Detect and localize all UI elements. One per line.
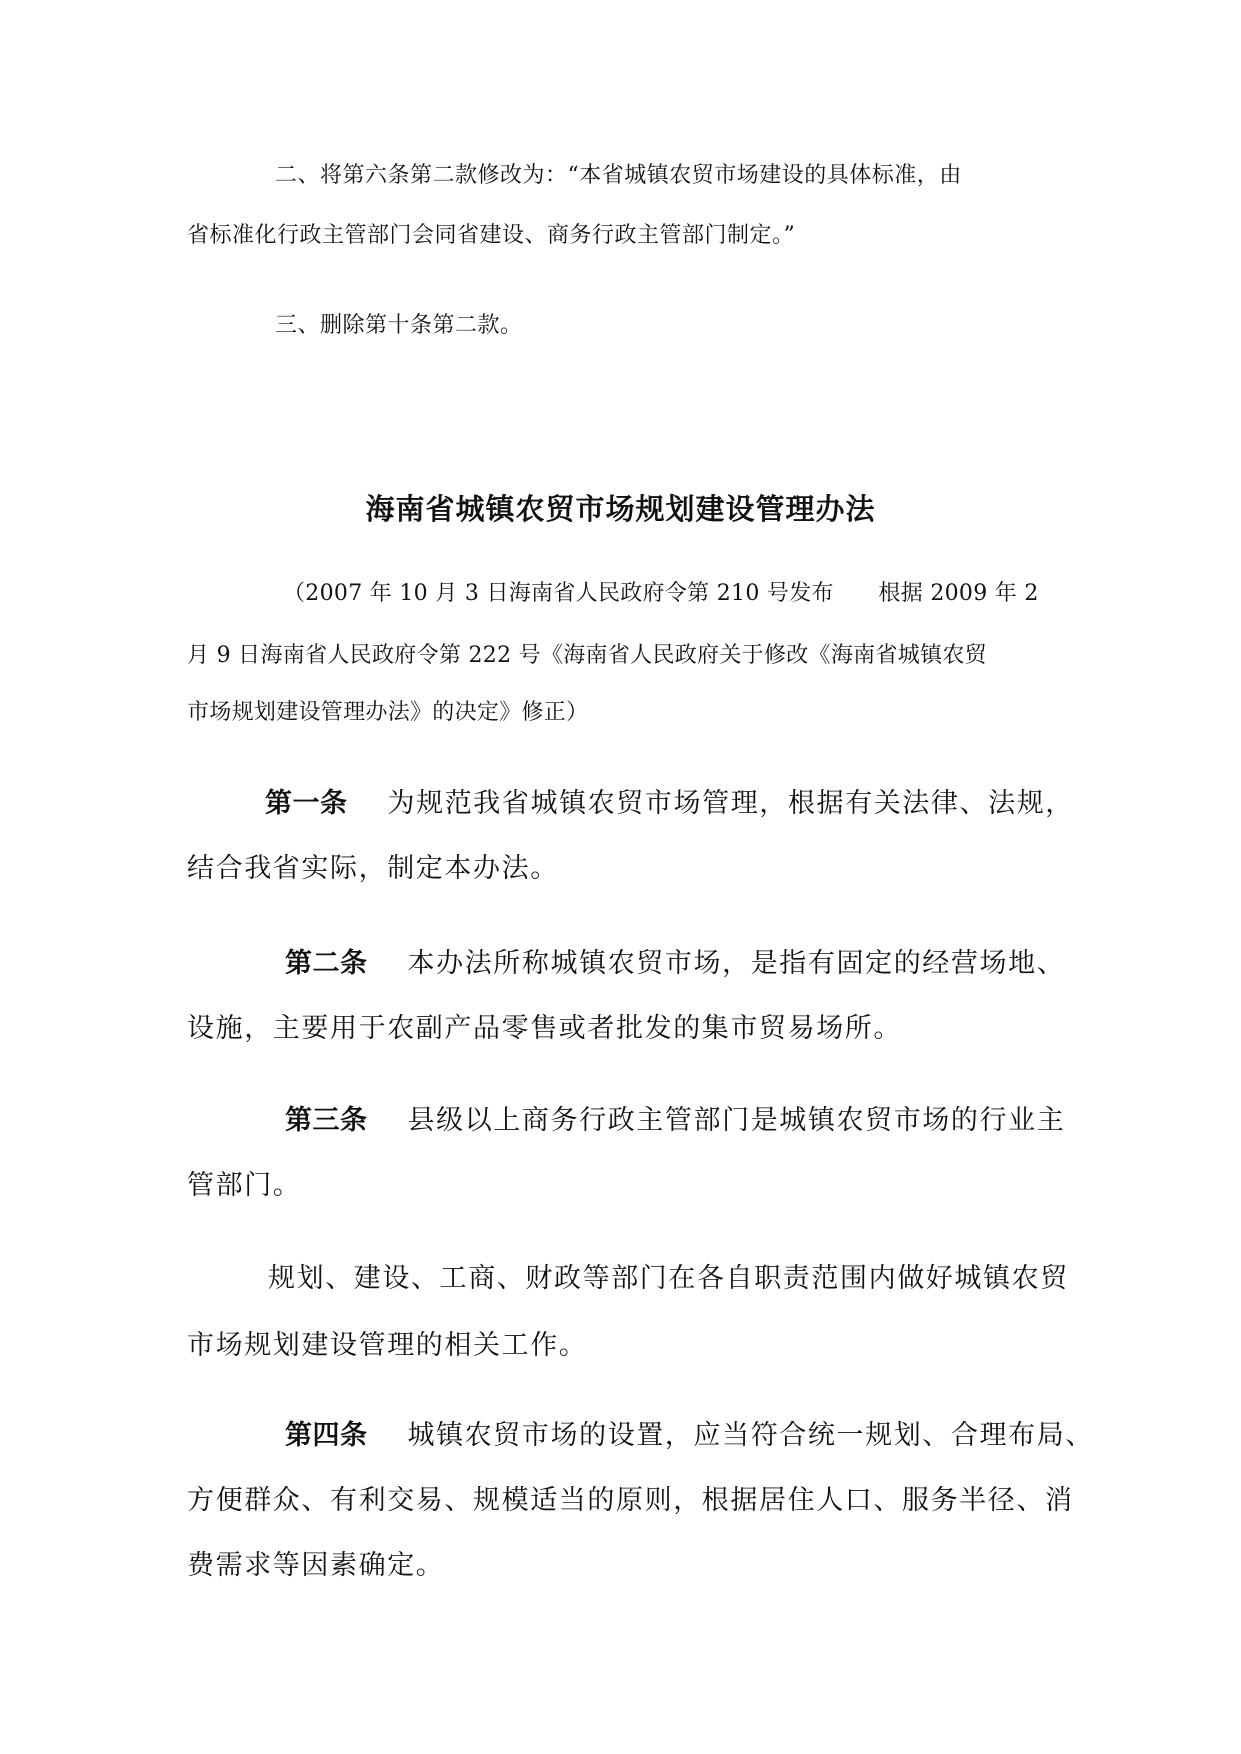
article-4-text: 城镇农贸市场的设置，应当符合统一规划、合理布局、 [407, 1420, 1094, 1451]
article-1-label: 第一条 [265, 788, 348, 819]
article-3-line1 [285, 1107, 1065, 1134]
issuance-note-line3: 市场规划建设管理办法》的决定》修正） [187, 700, 589, 725]
article-2-text: 本办法所称城镇农贸市场，是指有固定的经营场地、 [407, 948, 1066, 979]
article-1-line1 [265, 790, 1074, 817]
article-2-label: 第二条 [285, 948, 368, 979]
issuance-note-line1: （2007 年 10 月 3 日海南省人民政府令第 210 号发布 根据 2009 年 2 [283, 581, 1039, 606]
amendment-item-2-line1: 二、将第六条第二款修改为：“本省城镇农贸市场建设的具体标准，由 [275, 163, 962, 188]
article-1-text: 为规范我省城镇农贸市场管理，根据有关法律、法规， [387, 788, 1074, 819]
article-3-line2: 管部门。 [187, 1170, 302, 1201]
article-4-line1 [285, 1422, 1094, 1449]
issuance-note-line2: 月 9 日海南省人民政府令第 222 号《海南省人民政府关于修改《海南省城镇农贸 [187, 643, 987, 668]
article-3-para2-line1: 规划、建设、工商、财政等部门在各自职责范围内做好城镇农贸 [268, 1263, 1069, 1294]
article-3-para2-line2: 市场规划建设管理的相关工作。 [187, 1330, 588, 1361]
article-4-line2: 方便群众、有利交易、规模适当的原则，根据居住人口、服务半径、消 [187, 1485, 1074, 1516]
article-3-text: 县级以上商务行政主管部门是城镇农贸市场的行业主 [407, 1105, 1066, 1136]
article-2-line2: 设施，主要用于农副产品零售或者批发的集市贸易场所。 [187, 1013, 902, 1044]
article-1-line2: 结合我省实际，制定本办法。 [187, 853, 559, 884]
amendment-item-3: 三、删除第十条第二款。 [275, 313, 523, 338]
article-2-line1 [285, 950, 1065, 977]
amendment-item-2-line2: 省标准化行政主管部门会同省建设、商务行政主管部门制定。” [187, 223, 796, 248]
document-title: 海南省城镇农贸市场规划建设管理办法 [365, 492, 876, 526]
article-3-label: 第三条 [285, 1105, 368, 1136]
article-4-label: 第四条 [285, 1420, 368, 1451]
article-4-line3: 费需求等因素确定。 [187, 1550, 445, 1581]
